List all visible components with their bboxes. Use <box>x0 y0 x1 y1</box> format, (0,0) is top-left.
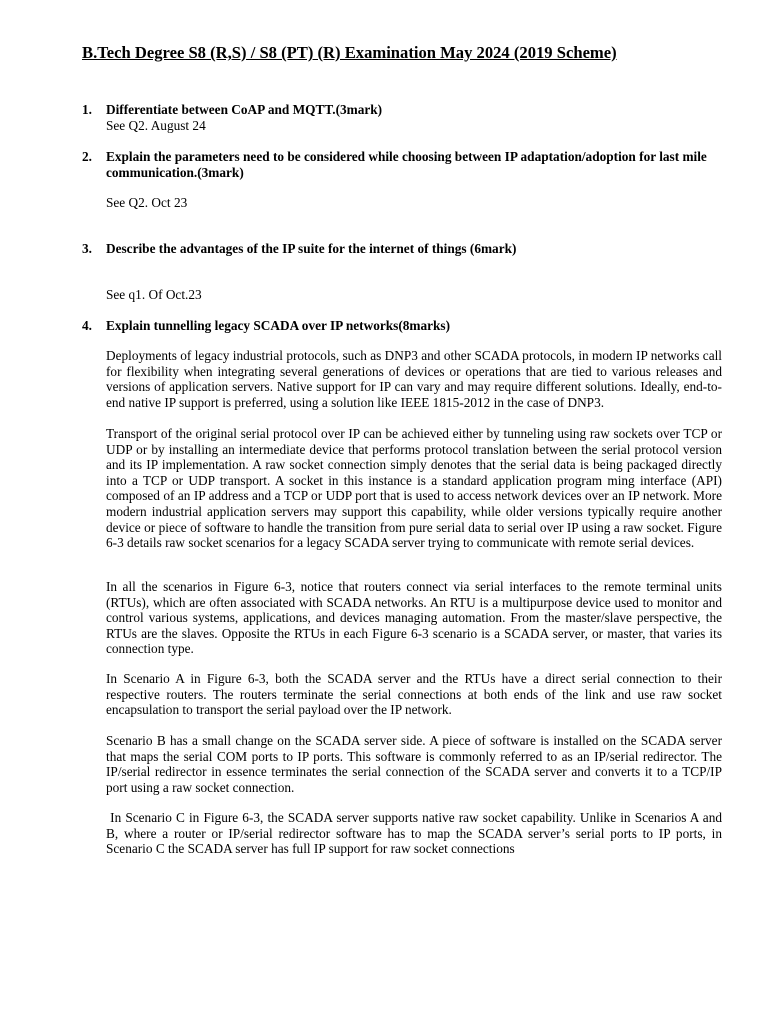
answer-reference-3: See q1. Of Oct.23 <box>106 287 202 302</box>
question-2 <box>82 149 722 180</box>
question-number: 4. <box>82 318 92 333</box>
answer-paragraph: Scenario B has a small change on the SCADA server side. A piece of software is installed on the SCADA server that maps the serial COM ports to IP ports. This software is commonly referred to as an IP/serial redirector. The IP/serial redirector in essence terminates the serial connection of the SCADA server and converts it to a TCP/IP port using a raw socket connection. <box>106 733 722 795</box>
question-3 <box>82 241 722 257</box>
page-title: B.Tech Degree S8 (R,S) / S8 (PT) (R) Examination May 2024 (2019 Scheme) <box>82 43 617 62</box>
answer-paragraph: In all the scenarios in Figure 6-3, notice that routers connect via serial interfaces to the remote terminal units (RTUs), which are often associated with SCADA networks. An RTU is a multipurpose device used to monitor and control various systems, applications, and devices managing automation. From the master/slave perspective, the RTUs are the slaves. Opposite the RTUs in each Figure 6-3 scenario is a SCADA server, or master, that varies its connection type. <box>106 579 722 657</box>
question-text: Explain tunnelling legacy SCADA over IP networks(8marks) <box>106 318 451 333</box>
question-number: 1. <box>82 102 92 117</box>
question-text: Describe the advantages of the IP suite for the internet of things (6mark) <box>106 241 517 256</box>
question-number: 3. <box>82 241 92 256</box>
question-1 <box>82 102 722 118</box>
answer-paragraph: In Scenario C in Figure 6-3, the SCADA server supports native raw socket capability. Unlike in Scenarios A and B, where a router or IP/serial redirector software has to map the SCADA server’s serial ports to IP ports, in Scenario C the SCADA server has full IP support for raw socket connections <box>106 810 726 857</box>
question-text: Explain the parameters need to be considered while choosing between IP adaptation/adoption for last mile communication.(3mark) <box>106 149 707 180</box>
answer-reference-1: See Q2. August 24 <box>106 118 206 133</box>
answer-paragraph: Transport of the original serial protocol over IP can be achieved either by tunneling using raw sockets over TCP or UDP or by installing an intermediate device that performs protocol translation between the serial protocol version and its IP implementation. A raw socket connection simply denotes that the serial data is being packaged directly into a TCP or UDP transport. A socket in this instance is a standard application program ming interface (API) composed of an IP address and a TCP or UDP port that is used to access network devices over an IP network. More modern industrial application servers may support this capability, while older versions typically require another device or piece of software to handle the transition from pure serial data to serial over IP using a raw socket. Figure 6-3 details raw socket scenarios for a legacy SCADA server trying to communicate with remote serial devices. <box>106 426 722 551</box>
question-number: 2. <box>82 149 92 164</box>
answer-reference-2: See Q2. Oct 23 <box>106 195 188 210</box>
question-4 <box>82 318 722 334</box>
question-text: Differentiate between CoAP and MQTT.(3mark) <box>106 102 383 117</box>
answer-paragraph: In Scenario A in Figure 6-3, both the SCADA server and the RTUs have a direct serial connection to their respective routers. The routers terminate the serial connections at both ends of the link and use raw socket encapsulation to transport the serial payload over the IP network. <box>106 671 722 718</box>
answer-paragraph: Deployments of legacy industrial protocols, such as DNP3 and other SCADA protocols, in modern IP networks call for flexibility when integrating several generations of devices or operations that are tied to various releases and versions of application servers. Native support for IP can vary and may require different solutions. Ideally, end-to-end native IP support is preferred, using a solution like IEEE 1815-2012 in the case of DNP3. <box>106 348 722 410</box>
